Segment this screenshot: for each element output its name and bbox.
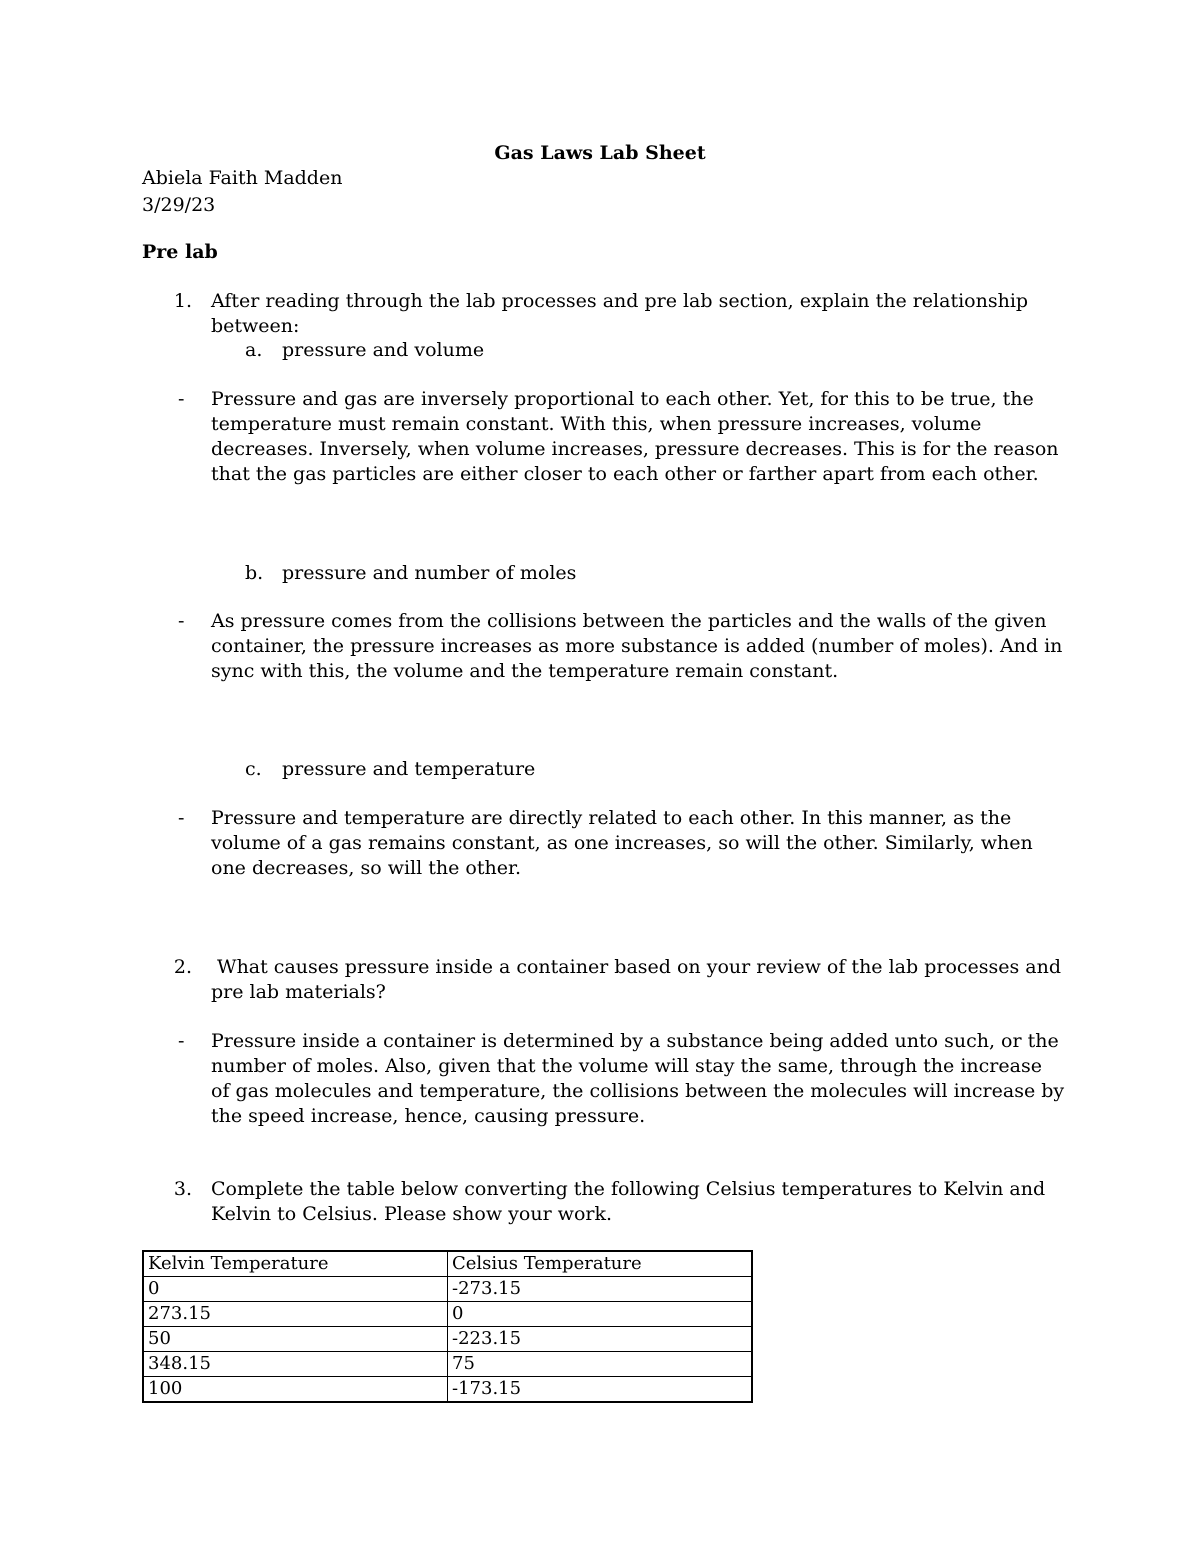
table-cell: 50 xyxy=(143,1327,448,1352)
answer-line: sync with this, the volume and the temperature remain constant. xyxy=(211,660,839,682)
answer-line: As pressure comes from the collisions between the particles and the walls of the given xyxy=(211,610,1047,632)
question-line: Kelvin to Celsius. Please show your work. xyxy=(211,1203,613,1225)
table-row xyxy=(143,1302,752,1327)
table-cell: 0 xyxy=(143,1277,448,1302)
table-cell: 75 xyxy=(448,1352,753,1377)
table-cell: 273.15 xyxy=(143,1302,448,1327)
part-label: pressure and number of moles xyxy=(282,562,577,584)
answer-line: one decreases, so will the other. xyxy=(211,857,521,879)
table-row xyxy=(143,1277,752,1302)
answer-line: decreases. Inversely, when volume increases, pressure decreases. This is for the reason xyxy=(211,438,1059,460)
table-cell: -273.15 xyxy=(448,1277,753,1302)
answer-line: volume of a gas remains constant, as one increases, so will the other. Similarly, when xyxy=(211,832,1033,854)
author-name: Abiela Faith Madden xyxy=(142,167,343,189)
answer-text xyxy=(211,609,1062,684)
answer-line: that the gas particles are either closer to each other or farther apart from each other. xyxy=(211,463,1039,485)
answer-line: container, the pressure increases as more substance is added (number of moles). And in xyxy=(211,635,1063,657)
part-letter: b. xyxy=(245,562,264,584)
question-number: 2. xyxy=(173,956,192,978)
question-line: After reading through the lab processes and pre lab section, explain the relationship xyxy=(211,290,1029,312)
question-line: Complete the table below converting the following Celsius temperatures to Kelvin and xyxy=(211,1178,1046,1200)
answer-line: Pressure and temperature are directly related to each other. In this manner, as the xyxy=(211,807,1012,829)
answer-text xyxy=(211,806,1033,881)
question-line: between: xyxy=(211,315,300,337)
part-letter: a. xyxy=(245,339,263,361)
answer-marker: - xyxy=(178,388,185,410)
table-cell: -223.15 xyxy=(448,1327,753,1352)
answer-line: Pressure and gas are inversely proportional to each other. Yet, for this to be true, the xyxy=(211,388,1034,410)
table-cell: 100 xyxy=(143,1377,448,1403)
question-text xyxy=(211,289,1028,339)
answer-marker: - xyxy=(178,1030,185,1052)
table-header-cell: Kelvin Temperature xyxy=(143,1251,448,1277)
table-row xyxy=(143,1327,752,1352)
answer-text xyxy=(211,1029,1064,1129)
document-date: 3/29/23 xyxy=(142,194,216,216)
question-line: pre lab materials? xyxy=(211,981,386,1003)
part-label: pressure and volume xyxy=(282,339,485,361)
answer-line: temperature must remain constant. With this, when pressure increases, volume xyxy=(211,413,982,435)
answer-marker: - xyxy=(178,610,185,632)
answer-text xyxy=(211,387,1059,487)
table-header-cell: Celsius Temperature xyxy=(448,1251,753,1277)
question-number: 3. xyxy=(173,1178,192,1200)
question-text xyxy=(211,955,1061,1005)
table-row xyxy=(143,1377,752,1403)
answer-line: number of moles. Also, given that the volume will stay the same, through the increase xyxy=(211,1055,1042,1077)
question-line: What causes pressure inside a container based on your review of the lab processes and xyxy=(211,956,1062,978)
table-cell: -173.15 xyxy=(448,1377,753,1403)
part-label: pressure and temperature xyxy=(282,758,536,780)
answer-line: of gas molecules and temperature, the collisions between the molecules will increase by xyxy=(211,1080,1065,1102)
answer-line: the speed increase, hence, causing pressure. xyxy=(211,1105,646,1127)
table-cell: 348.15 xyxy=(143,1352,448,1377)
question-number: 1. xyxy=(173,290,192,312)
answer-line: Pressure inside a container is determined by a substance being added unto such, or the xyxy=(211,1030,1059,1052)
temperature-table xyxy=(142,1250,753,1403)
part-letter: c. xyxy=(245,758,262,780)
table-row xyxy=(143,1352,752,1377)
answer-marker: - xyxy=(178,807,185,829)
table-header-row xyxy=(143,1251,752,1277)
section-heading: Pre lab xyxy=(142,241,218,263)
document-title: Gas Laws Lab Sheet xyxy=(494,142,706,164)
question-text xyxy=(211,1177,1045,1227)
table-cell: 0 xyxy=(448,1302,753,1327)
